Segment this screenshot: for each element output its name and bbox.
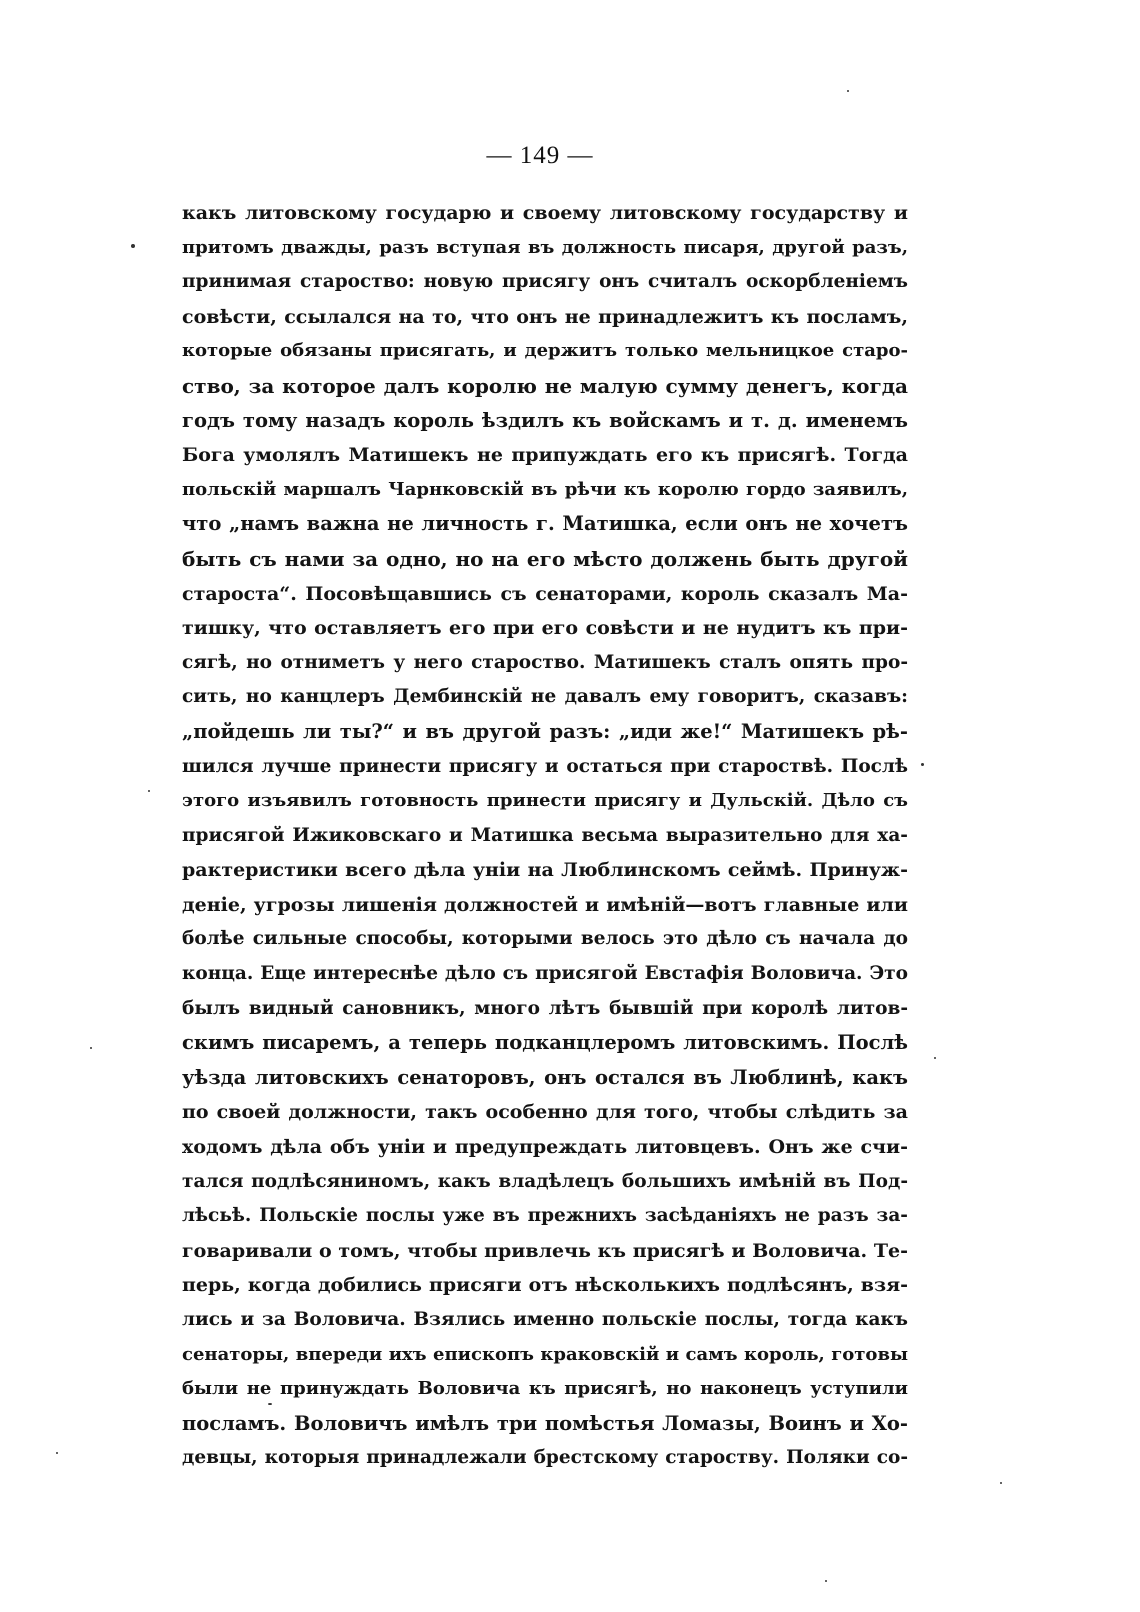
text-line: были не принуждать Воловича къ присягѣ, но наконецъ уступили [182,1378,908,1400]
text-line: староста“. Посовѣщавшись съ сенаторами, король сказалъ Ма- [182,582,908,605]
text-line: лѣсьѣ. Польскіе послы уже въ прежнихъ засѣданіяхъ не разъ за- [182,1205,908,1227]
text-line: лись и за Воловича. Взялись именно польскіе послы, тогда какъ [182,1309,908,1330]
text-line: Бога умолялъ Матишекъ не припуждать его къ присягѣ. Тогда [182,444,908,467]
text-line: годъ тому назадъ король ѣздилъ къ войскамъ и т. д. именемъ [182,408,908,432]
text-line: ходомъ дѣла объ уніи и предупреждать литовцевъ. Онъ же счи- [182,1136,908,1159]
text-line: тишку, что оставляетъ его при его совѣсти и не нудитъ къ при- [182,617,908,640]
text-line: шился лучше принести присягу и остаться при староствѣ. Послѣ [182,755,908,777]
text-line: болѣе сильные способы, которыми велось это дѣло съ начала до [182,928,908,950]
text-line: сягѣ, но отниметъ у него староство. Матишекъ сталъ опять про- [182,651,908,673]
text-line: уѣзда литовскихъ сенаторовъ, онъ остался въ Люблинѣ, какъ [182,1065,908,1089]
body-text [182,196,908,1476]
text-line: притомъ дважды, разъ вступая въ должность писаря, другой разъ, [182,236,908,258]
text-line: былъ видный сановникъ, много лѣтъ бывшій при королѣ литов- [182,997,908,1019]
text-line: говаривали о томъ, чтобы привлечь къ присягѣ и Воловича. Те- [182,1239,908,1262]
text-line: совѣсти, ссылался на то, что онъ не принадлежитъ къ посламъ, [182,305,908,328]
scan-speck [1000,1482,1002,1484]
text-line: быть съ нами за одно, но на его мѣсто должень быть другой [182,546,908,571]
text-line: сенаторы, впереди ихъ епископъ краковскій и самъ король, готовы [182,1343,908,1365]
text-line: польскій маршалъ Чарнковскій въ рѣчи къ королю гордо заявилъ, [182,478,908,500]
scan-speck [148,790,150,792]
text-line: деніе, угрозы лишенія должностей и имѣній—вотъ главные или [182,893,908,916]
text-line: посламъ. Воловичъ имѣлъ три помѣстья Ломазы, Воинъ и Хо- [182,1411,908,1435]
text-line: что „намъ важна не личность г. Матишка, если онъ не хочетъ [182,512,908,536]
scan-speck [847,90,849,92]
scan-speck [268,1403,272,1405]
scan-speck [921,763,924,766]
text-line: принимая староство: новую присягу онъ считалъ оскорбленіемъ [182,271,908,293]
text-line: рактеристики всего дѣла уніи на Люблинскомъ сеймѣ. Принуж- [182,859,908,882]
scan-speck [825,1580,827,1582]
page-number: — 149 — [486,142,594,169]
text-line: тался подлѣсяниномъ, какъ владѣлецъ большихъ имѣній въ Под- [182,1170,908,1192]
text-line: перь, когда добились присяги отъ нѣсколькихъ подлѣсянъ, взя- [182,1274,908,1297]
text-line: этого изъявилъ готовность принести присягу и Дульскій. Дѣло съ [182,790,908,812]
scan-speck [56,1452,58,1454]
text-line: присягой Ижиковскаго и Матишка весьма выразительно для ха- [182,824,908,846]
text-line: какъ литовскому государю и своему литовскому государству и [182,202,908,224]
text-line: конца. Еще интереснѣе дѣло съ присягой Евстафія Воловича. Это [182,963,908,985]
text-line: сить, но канцлеръ Дембинскій не давалъ ему говоритъ, сказавъ: [182,686,908,708]
text-line: по своей должности, такъ особенно для того, чтобы слѣдить за [182,1101,908,1124]
text-line: которые обязаны присягать, и держитъ только мельницкое старо- [182,340,908,362]
text-line: девцы, которыя принадлежали брестскому староству. Поляки со- [182,1447,908,1469]
scan-speck [90,1047,92,1049]
text-line: скимъ писаремъ, а теперь подканцлеромъ литовскимъ. Послѣ [182,1031,908,1055]
scan-speck [131,244,135,248]
scan-speck [934,1057,936,1059]
text-line: ство, за которое далъ королю не малую сумму денегъ, когда [182,373,908,398]
text-line: „пойдешь ли ты?“ и въ другой разъ: „иди же!“ Матишекъ рѣ- [182,719,908,743]
